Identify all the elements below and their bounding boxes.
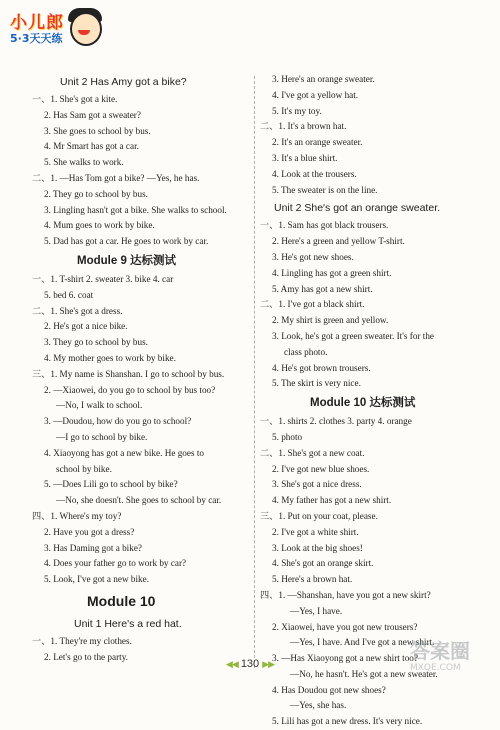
watermark-url: MXQE.COM xyxy=(410,663,461,673)
answer-line: 5. Here's a brown hat. xyxy=(272,574,353,585)
answer-line: 3. Here's an orange sweater. xyxy=(272,74,375,84)
answer-line: 3. —Has Xiaoyong got a new shirt too? xyxy=(272,653,418,664)
answer-line: 二、1. —Has Tom got a bike? —Yes, he has. xyxy=(32,172,200,183)
answer-line: 四、1. Where's my toy? xyxy=(32,510,122,521)
column-divider xyxy=(254,76,255,668)
answer-line: 4. Lingling has got a green shirt. xyxy=(272,267,392,278)
answer-line: 2. Has Sam got a sweater? xyxy=(44,109,141,120)
answer-line: 4. He's got brown trousers. xyxy=(272,362,371,373)
logo-subtitle: 5·3天天练 xyxy=(10,32,63,45)
answer-line: 2. —Xiaowei, do you go to school by bus too? xyxy=(44,384,216,395)
answer-line: —I go to school by bike. xyxy=(56,431,148,442)
section-heading: Module 10 xyxy=(87,592,156,609)
answer-line: 5. Lili has got a new dress. It's very nice. xyxy=(272,716,423,727)
answer-line: 3. Lingling hasn't got a bike. She walks to school. xyxy=(44,204,227,215)
answer-line: class photo. xyxy=(284,346,328,357)
answer-line: —Yes, I have. xyxy=(290,605,343,616)
answer-line: 4. My father has got a new shirt. xyxy=(272,495,392,506)
left-column xyxy=(32,72,252,666)
section-heading: Module 9 达标测试 xyxy=(77,254,177,267)
answer-line: 4. Mr Smart has got a car. xyxy=(44,141,139,152)
answer-line: 2. Have you got a dress? xyxy=(44,526,135,537)
answer-line: 5. She walks to work. xyxy=(44,157,124,168)
answer-line: 二、1. She's got a dress. xyxy=(32,305,123,316)
logo-title: 小儿郎 xyxy=(10,13,64,33)
answer-line: 5. It's my toy. xyxy=(272,105,322,116)
answer-line: 一、1. shirts 2. clothes 3. party 4. orange xyxy=(260,416,412,427)
answer-line: 三、1. My name is Shanshan. I go to school by bus. xyxy=(32,368,225,379)
answer-line: 4. Does your father go to work by car? xyxy=(44,558,187,569)
answer-line: 2. Xiaowei, have you got new trousers? xyxy=(272,621,418,632)
answer-line: 2. Here's a green and yellow T-shirt. xyxy=(272,236,405,247)
watermark xyxy=(410,640,492,680)
answer-line: —Yes, I have. And I've got a new shirt. xyxy=(290,637,435,648)
answer-line: 4. I've got a yellow hat. xyxy=(272,89,359,100)
answer-line: 2. My shirt is green and yellow. xyxy=(272,315,389,326)
answer-line: —Yes, she has. xyxy=(290,700,347,711)
answer-line: school by bike. xyxy=(56,463,112,474)
answer-line: 二、1. It's a brown hat. xyxy=(260,121,347,132)
answer-line: 3. He's got new shoes. xyxy=(272,251,354,262)
answer-line: 4. Has Doudou got new shoes? xyxy=(272,684,386,695)
answer-line: —No, I walk to school. xyxy=(56,400,143,411)
watermark-title: 答案圈 xyxy=(410,639,470,663)
answer-line: 5. —Does Lili go to school by bike? xyxy=(44,479,178,490)
page-number: 130 xyxy=(240,658,260,670)
answer-line: 一、1. T-shirt 2. sweater 3. bike 4. car xyxy=(32,273,174,284)
answer-line: 2. He's got a nice bike. xyxy=(44,321,128,332)
answer-line: 三、1. Put on your coat, please. xyxy=(260,510,378,521)
answer-line: —No, he hasn't. He's got a new sweater. xyxy=(290,668,438,679)
answer-line: 一、1. She's got a kite. xyxy=(32,94,118,104)
answer-line: 5. bed 6. coat xyxy=(44,289,94,300)
answer-line: 一、1. Sam has got black trousers. xyxy=(260,220,389,231)
answer-line: 5. The sweater is on the line. xyxy=(272,184,378,195)
answer-line: 3. She goes to school by bus. xyxy=(44,125,151,136)
answer-line: 3. Look at the big shoes! xyxy=(272,542,363,553)
answer-line: 5. Amy has got a new shirt. xyxy=(272,283,373,294)
answer-line: 5. Look, I've got a new bike. xyxy=(44,574,149,585)
answer-line: 5. photo xyxy=(272,431,303,442)
answer-line: 2. It's an orange sweater. xyxy=(272,137,363,148)
answer-line: —No, she doesn't. She goes to school by car. xyxy=(56,495,222,506)
answer-line: 4. Xiaoyong has got a new bike. He goes to xyxy=(44,447,204,458)
answer-line: 2. I've got new blue shoes. xyxy=(272,463,370,474)
answer-line: 3. Has Daming got a bike? xyxy=(44,542,142,553)
answer-line: 2. I've got a white shirt. xyxy=(272,526,359,537)
answer-line: 3. They go to school by bus. xyxy=(44,337,148,348)
answer-line: 4. My mother goes to work by bike. xyxy=(44,352,176,363)
answer-line: 3. Look, he's got a green sweater. It's for the xyxy=(272,330,435,341)
answer-line: 4. Look at the trousers. xyxy=(272,168,357,179)
answer-line: 四、1. —Shanshan, have you got a new skirt? xyxy=(260,589,431,600)
answer-line: 4. She's got an orange skirt. xyxy=(272,558,374,569)
answer-line: 5. The skirt is very nice. xyxy=(272,378,361,389)
answer-line: 3. It's a blue shirt. xyxy=(272,152,338,163)
answer-line: 3. —Doudou, how do you go to school? xyxy=(44,416,192,427)
answer-line: 一、1. They're my clothes. xyxy=(32,635,132,646)
answer-line: 4. Mum goes to work by bike. xyxy=(44,220,155,231)
right-column xyxy=(260,72,475,730)
answer-line: 3. She's got a nice dress. xyxy=(272,479,362,490)
brand-logo xyxy=(8,6,104,54)
answer-line: 二、1. She's got a new coat. xyxy=(260,447,365,458)
answer-line: 2. They go to school by bus. xyxy=(44,188,148,199)
answer-line: 2. Let's go to the party. xyxy=(44,651,128,662)
mascot-face-icon xyxy=(70,12,102,46)
answer-line: 5. Dad has got a car. He goes to work by car. xyxy=(44,236,209,247)
answer-line: 二、1. I've got a black shirt. xyxy=(260,299,365,310)
section-heading: Unit 1 Here's a red hat. xyxy=(74,617,182,630)
section-heading: Module 10 达标测试 xyxy=(310,397,416,410)
prev-arrows-icon: ◀◀ xyxy=(225,659,238,669)
next-arrows-icon: ▶▶ xyxy=(262,659,275,669)
section-heading: Unit 2 She's got an orange sweater. xyxy=(274,202,441,215)
section-heading: Unit 2 Has Amy got a bike? xyxy=(60,76,187,88)
